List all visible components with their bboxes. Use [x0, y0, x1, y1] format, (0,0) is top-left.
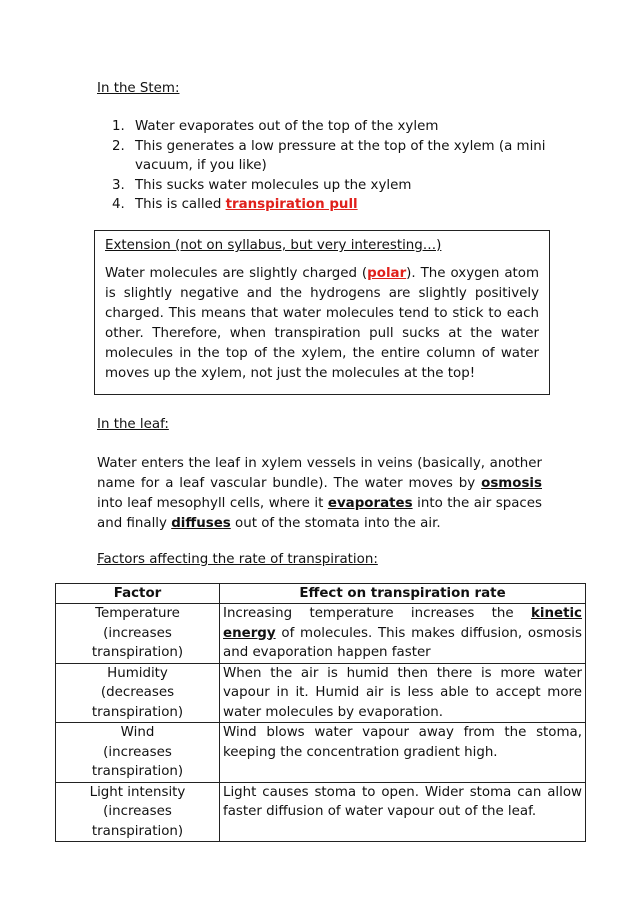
factor-name: Temperature	[95, 606, 180, 621]
osmosis-keyword: osmosis	[481, 476, 542, 491]
step-text	[135, 195, 552, 215]
step-text: Water evaporates out of the top of the xylem	[135, 119, 439, 134]
effect-cell	[220, 723, 586, 783]
factor-direction: (increases transpiration)	[91, 625, 184, 660]
kinetic-energy-keyword: kinetic energy	[223, 606, 582, 641]
effect-text: of molecules. This makes diffusion, osmosis and evaporation happen faster	[223, 625, 582, 660]
list-item	[112, 117, 552, 137]
step-text: This sucks water molecules up the xylem	[135, 177, 412, 193]
factor-name: Wind	[120, 725, 155, 740]
factor-name: Humidity	[107, 665, 168, 681]
factors-heading: Factors affecting the rate of transpiration:	[97, 552, 378, 567]
step-text-prefix: This is called	[135, 197, 226, 212]
factor-cell	[56, 782, 220, 842]
table-header-row	[56, 584, 586, 604]
step-number: 4.	[112, 197, 125, 212]
effect-cell	[220, 663, 586, 723]
effect-text: Light causes stoma to open. Wider stoma can allow faster diffusion of water vapour out of the leaf.	[223, 784, 582, 819]
factor-column-header: Factor	[56, 584, 220, 604]
leaf-text-part: Water enters the leaf in xylem vessels in veins (basically, another name for a leaf vascular bundle). The water moves by	[97, 456, 542, 491]
list-item	[112, 137, 552, 176]
list-item	[112, 176, 552, 196]
step-number: 1.	[112, 119, 125, 134]
factor-direction: (increases transpiration)	[91, 804, 184, 839]
evaporates-keyword: evaporates	[327, 496, 413, 511]
extension-text-before: Water molecules are slightly charged (	[105, 265, 368, 281]
polar-keyword: polar	[367, 265, 407, 281]
table-row	[56, 663, 586, 723]
effect-cell	[220, 782, 586, 842]
effect-text: Wind blows water vapour away from the stoma, keeping the concentration gradient high.	[223, 725, 582, 760]
extension-text	[105, 264, 539, 384]
leaf-text-part: into leaf mesophyll cells, where it	[97, 496, 328, 511]
effect-cell	[220, 604, 586, 664]
factor-cell	[56, 723, 220, 783]
extension-heading: Extension (not on syllabus, but very interesting…)	[105, 238, 442, 253]
step-number: 2.	[112, 138, 125, 154]
table-row	[56, 604, 586, 664]
list-item	[112, 195, 552, 215]
factor-cell	[56, 663, 220, 723]
effect-column-header: Effect on transpiration rate	[220, 584, 586, 604]
effect-text: When the air is humid then there is more water vapour in it. Humid air is less able to accept more water molecules by evaporation.	[223, 665, 582, 720]
leaf-text-part: into the air spaces and finally	[97, 496, 543, 531]
step-text: This generates a low pressure at the top of the xylem (a mini vacuum, if you like)	[135, 138, 546, 173]
table-row	[56, 782, 586, 842]
table-row	[56, 723, 586, 783]
diffuses-keyword: diffuses	[171, 516, 231, 531]
step-number: 3.	[112, 177, 125, 193]
extension-box	[94, 230, 550, 395]
leaf-heading: In the leaf:	[97, 417, 169, 432]
leaf-text-part: out of the stomata into the air.	[230, 516, 441, 531]
extension-text-after: ). The oxygen atom is slightly negative and the hydrogens are slightly positively charged. This means that water molecules tend to stick to each other. Therefore, when transpiration pull sucks at the water molecules in the top of the xylem, the entire column of water moves up the xylem, not just the molecules at the top!	[105, 265, 540, 381]
factor-direction: (increases transpiration)	[91, 744, 184, 779]
leaf-paragraph	[97, 454, 542, 534]
stem-heading: In the Stem:	[97, 81, 180, 96]
factor-name: Light intensity	[89, 784, 186, 800]
factor-direction: (decreases transpiration)	[91, 685, 184, 720]
transpiration-pull-keyword: transpiration pull	[225, 197, 358, 212]
stem-steps-list	[112, 117, 552, 215]
factor-cell	[56, 604, 220, 664]
factors-table	[55, 583, 586, 842]
effect-text: Increasing temperature increases the	[223, 606, 531, 621]
